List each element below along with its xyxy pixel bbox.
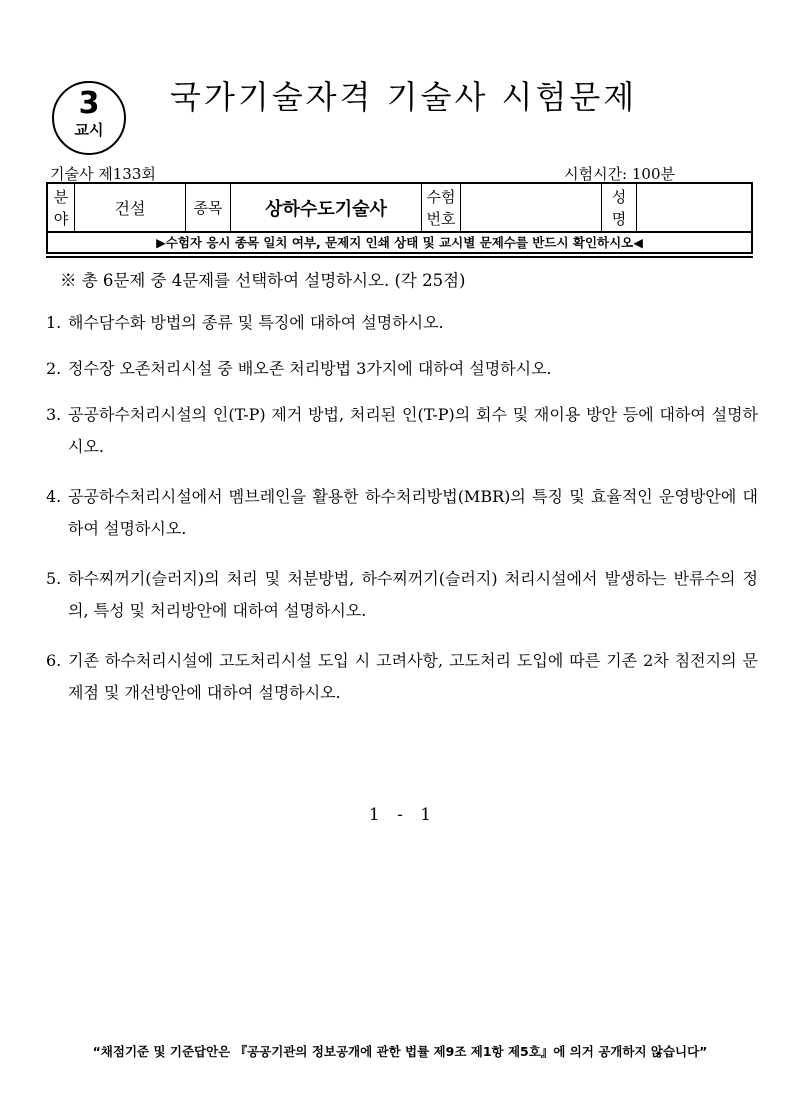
page-number: 1 - 1 xyxy=(368,805,432,825)
field-value: 건설 xyxy=(75,183,186,232)
question-6 xyxy=(46,645,758,709)
instruction: ※ 총 6문제 중 4문제를 선택하여 설명하시오. (각 25점) xyxy=(60,271,466,290)
question-text: 정수장 오존처리시설 중 배오존 처리방법 3가지에 대하여 설명하시오. xyxy=(68,359,552,378)
field-label-1: 분 xyxy=(53,187,69,206)
question-5 xyxy=(46,563,758,627)
page-title: 국가기술자격 기술사 시험문제 xyxy=(170,78,638,116)
exam-number-label-cell xyxy=(422,183,461,232)
question-text: 공공하수처리시설에서 멤브레인을 활용한 하수처리방법(MBR)의 특징 및 효율적인 운영방안에 대하여 설명하시오. xyxy=(68,487,758,538)
question-3 xyxy=(46,399,758,463)
session-number: 3 xyxy=(78,86,100,121)
footer-disclaimer: “채점기준 및 기준답안은 『공공기관의 정보공개에 관한 법률 제9조 제1항 제5호』에 의거 공개하지 않습니다” xyxy=(92,1044,708,1059)
exam-number-label-2: 번호 xyxy=(426,209,456,228)
question-1 xyxy=(46,307,758,339)
name-label-1: 성 xyxy=(611,187,627,206)
question-number: 2. xyxy=(46,359,62,378)
exam-info-table xyxy=(46,182,753,233)
header-divider xyxy=(46,256,753,258)
session-badge xyxy=(52,81,126,155)
exam-time: 시험시간: 100분 xyxy=(564,165,675,183)
question-text: 기존 하수처리시설에 고도처리시설 도입 시 고려사항, 고도처리 도입에 따른 기존 2차 침전지의 문제점 및 개선방안에 대하여 설명하시오. xyxy=(68,651,758,702)
field-label-cell xyxy=(47,183,75,232)
name-field[interactable] xyxy=(637,183,753,232)
question-text: 해수담수화 방법의 종류 및 특징에 대하여 설명하시오. xyxy=(68,313,444,332)
question-text: 하수찌꺼기(슬러지)의 처리 및 처분방법, 하수찌꺼기(슬러지) 처리시설에서 발생하는 반류수의 정의, 특성 및 처리방안에 대하여 설명하시오. xyxy=(68,569,758,620)
question-number: 5. xyxy=(46,569,62,588)
field-label-2: 야 xyxy=(53,209,69,228)
question-number: 3. xyxy=(46,405,62,424)
notice-banner: ▶수험자 응시 종목 일치 여부, 문제지 인쇄 상태 및 교시별 문제수를 반드시 확인하시오◀ xyxy=(46,233,753,254)
exam-number-field[interactable] xyxy=(461,183,602,232)
question-number: 4. xyxy=(46,487,62,506)
session-label: 교시 xyxy=(74,121,104,139)
name-label-cell xyxy=(602,183,637,232)
question-2 xyxy=(46,353,758,385)
question-number: 6. xyxy=(46,651,62,670)
type-label: 종목 xyxy=(186,183,231,232)
question-4 xyxy=(46,481,758,545)
exam-number-label-1: 수험 xyxy=(426,187,456,206)
exam-round: 기술사 제133회 xyxy=(50,165,156,183)
type-value: 상하수도기술사 xyxy=(231,183,422,232)
name-label-2: 명 xyxy=(611,209,627,228)
question-number: 1. xyxy=(46,313,62,332)
question-text: 공공하수처리시설의 인(T-P) 제거 방법, 처리된 인(T-P)의 회수 및 재이용 방안 등에 대하여 설명하시오. xyxy=(68,405,758,456)
